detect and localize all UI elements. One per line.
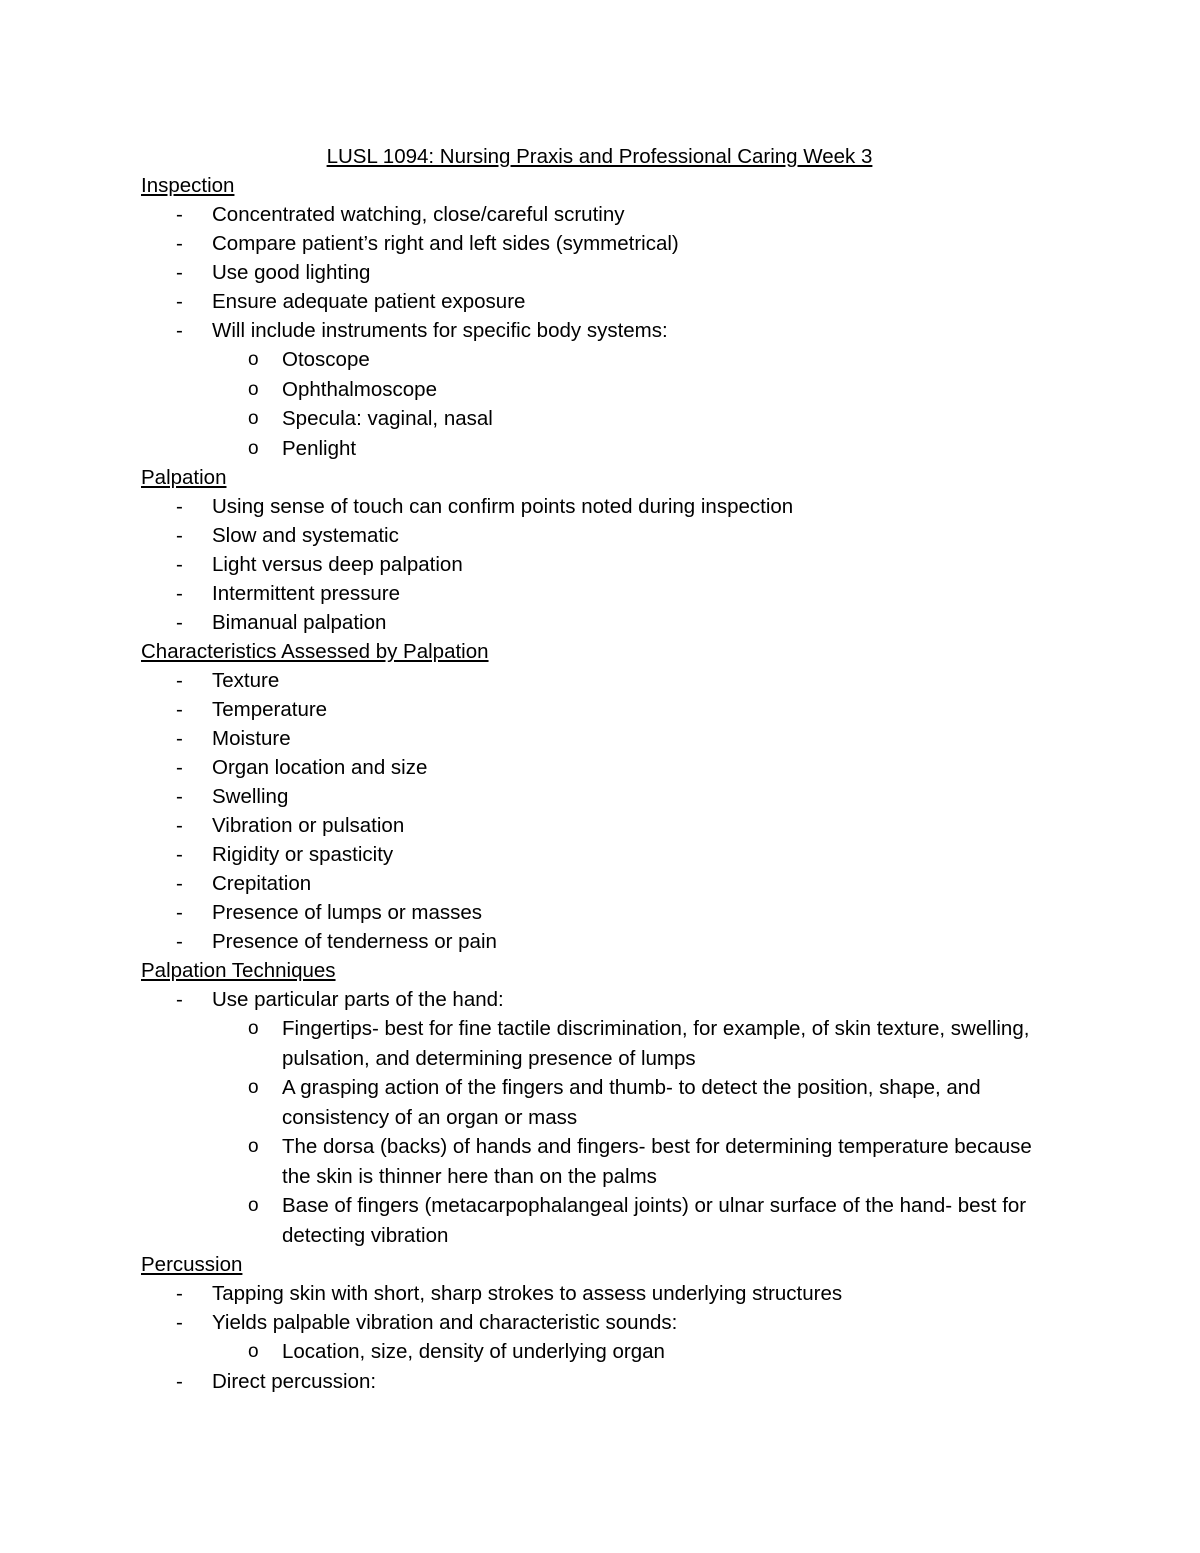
- list-item: - Ensure adequate patient exposure: [141, 287, 1061, 316]
- sub-list-item: o The dorsa (backs) of hands and fingers- best for determining temperature because the skin is thinner here than on the palms: [141, 1132, 1061, 1191]
- section-heading-palpation-techniques: Palpation Techniques: [141, 959, 336, 983]
- list-item: - Slow and systematic: [141, 521, 1061, 550]
- circle-bullet: o: [248, 1018, 259, 1040]
- dash-bullet: -: [176, 872, 183, 896]
- inspection-list: [141, 200, 1061, 345]
- circle-bullet: o: [248, 1136, 259, 1158]
- list-item: - Direct percussion:: [141, 1367, 1061, 1396]
- percussion-list-continued: [141, 1367, 1061, 1396]
- list-item: - Temperature: [141, 695, 1061, 724]
- dash-bullet: -: [176, 814, 183, 838]
- dash-bullet: -: [176, 727, 183, 751]
- dash-bullet: -: [176, 843, 183, 867]
- circle-bullet: o: [248, 437, 259, 459]
- techniques-list: [141, 985, 1061, 1014]
- dash-bullet: -: [176, 901, 183, 925]
- list-item: - Moisture: [141, 724, 1061, 753]
- inspection-instruments-list: [141, 345, 1061, 463]
- list-item: - Texture: [141, 666, 1061, 695]
- list-item: - Yields palpable vibration and characteristic sounds:: [141, 1308, 1061, 1337]
- sub-list-item: o Otoscope: [141, 345, 1061, 375]
- list-item: - Crepitation: [141, 869, 1061, 898]
- dash-bullet: -: [176, 582, 183, 606]
- document-title: LUSL 1094: Nursing Praxis and Professional Caring Week 3: [326, 145, 873, 168]
- section-heading-percussion: Percussion: [141, 1253, 243, 1277]
- list-item: - Tapping skin with short, sharp strokes to assess underlying structures: [141, 1279, 1061, 1308]
- list-item: - Swelling: [141, 782, 1061, 811]
- sub-list-item: o Fingertips- best for fine tactile discrimination, for example, of skin texture, swelling, pulsation, and determining presence of lumps: [141, 1014, 1061, 1073]
- list-item: - Presence of tenderness or pain: [141, 927, 1061, 956]
- percussion-list: [141, 1279, 1061, 1337]
- list-item: - Compare patient’s right and left sides (symmetrical): [141, 229, 1061, 258]
- dash-bullet: -: [176, 524, 183, 548]
- sub-list-item: o Location, size, density of underlying organ: [141, 1337, 1061, 1367]
- dash-bullet: -: [176, 611, 183, 635]
- dash-bullet: -: [176, 698, 183, 722]
- circle-bullet: o: [248, 1195, 259, 1217]
- dash-bullet: -: [176, 203, 183, 227]
- list-item: - Vibration or pulsation: [141, 811, 1061, 840]
- circle-bullet: o: [248, 349, 259, 371]
- circle-bullet: o: [248, 1077, 259, 1099]
- section-heading-palpation: Palpation: [141, 466, 227, 490]
- dash-bullet: -: [176, 1282, 183, 1306]
- list-item: - Light versus deep palpation: [141, 550, 1061, 579]
- list-item: - Intermittent pressure: [141, 579, 1061, 608]
- circle-bullet: o: [248, 408, 259, 430]
- dash-bullet: -: [176, 553, 183, 577]
- list-item: - Organ location and size: [141, 753, 1061, 782]
- sub-list-item: o Penlight: [141, 434, 1061, 464]
- circle-bullet: o: [248, 1341, 259, 1363]
- dash-bullet: -: [176, 756, 183, 780]
- dash-bullet: -: [176, 232, 183, 256]
- dash-bullet: -: [176, 261, 183, 285]
- palpation-list: [141, 492, 1061, 637]
- list-item: - Using sense of touch can confirm points noted during inspection: [141, 492, 1061, 521]
- dash-bullet: -: [176, 669, 183, 693]
- dash-bullet: -: [176, 290, 183, 314]
- characteristics-list: [141, 666, 1061, 956]
- list-item: - Concentrated watching, close/careful scrutiny: [141, 200, 1061, 229]
- list-item: - Use particular parts of the hand:: [141, 985, 1061, 1014]
- circle-bullet: o: [248, 378, 259, 400]
- percussion-sub-list: [141, 1337, 1061, 1367]
- section-heading-inspection: Inspection: [141, 174, 235, 198]
- list-item: - Use good lighting: [141, 258, 1061, 287]
- dash-bullet: -: [176, 930, 183, 954]
- dash-bullet: -: [176, 1369, 183, 1393]
- section-heading-characteristics: Characteristics Assessed by Palpation: [141, 640, 489, 664]
- dash-bullet: -: [176, 1311, 183, 1335]
- sub-list-item: o Specula: vaginal, nasal: [141, 404, 1061, 434]
- hand-parts-list: [141, 1014, 1061, 1250]
- sub-list-item: o Ophthalmoscope: [141, 375, 1061, 405]
- dash-bullet: -: [176, 785, 183, 809]
- list-item: - Will include instruments for specific body systems:: [141, 316, 1061, 345]
- list-item: - Bimanual palpation: [141, 608, 1061, 637]
- dash-bullet: -: [176, 495, 183, 519]
- dash-bullet: -: [176, 319, 183, 343]
- dash-bullet: -: [176, 988, 183, 1012]
- list-item: - Rigidity or spasticity: [141, 840, 1061, 869]
- list-item: - Presence of lumps or masses: [141, 898, 1061, 927]
- sub-list-item: o A grasping action of the fingers and thumb- to detect the position, shape, and consistency of an organ or mass: [141, 1073, 1061, 1132]
- sub-list-item: o Base of fingers (metacarpophalangeal joints) or ulnar surface of the hand- best for detecting vibration: [141, 1191, 1061, 1250]
- document-body: [141, 142, 1061, 1396]
